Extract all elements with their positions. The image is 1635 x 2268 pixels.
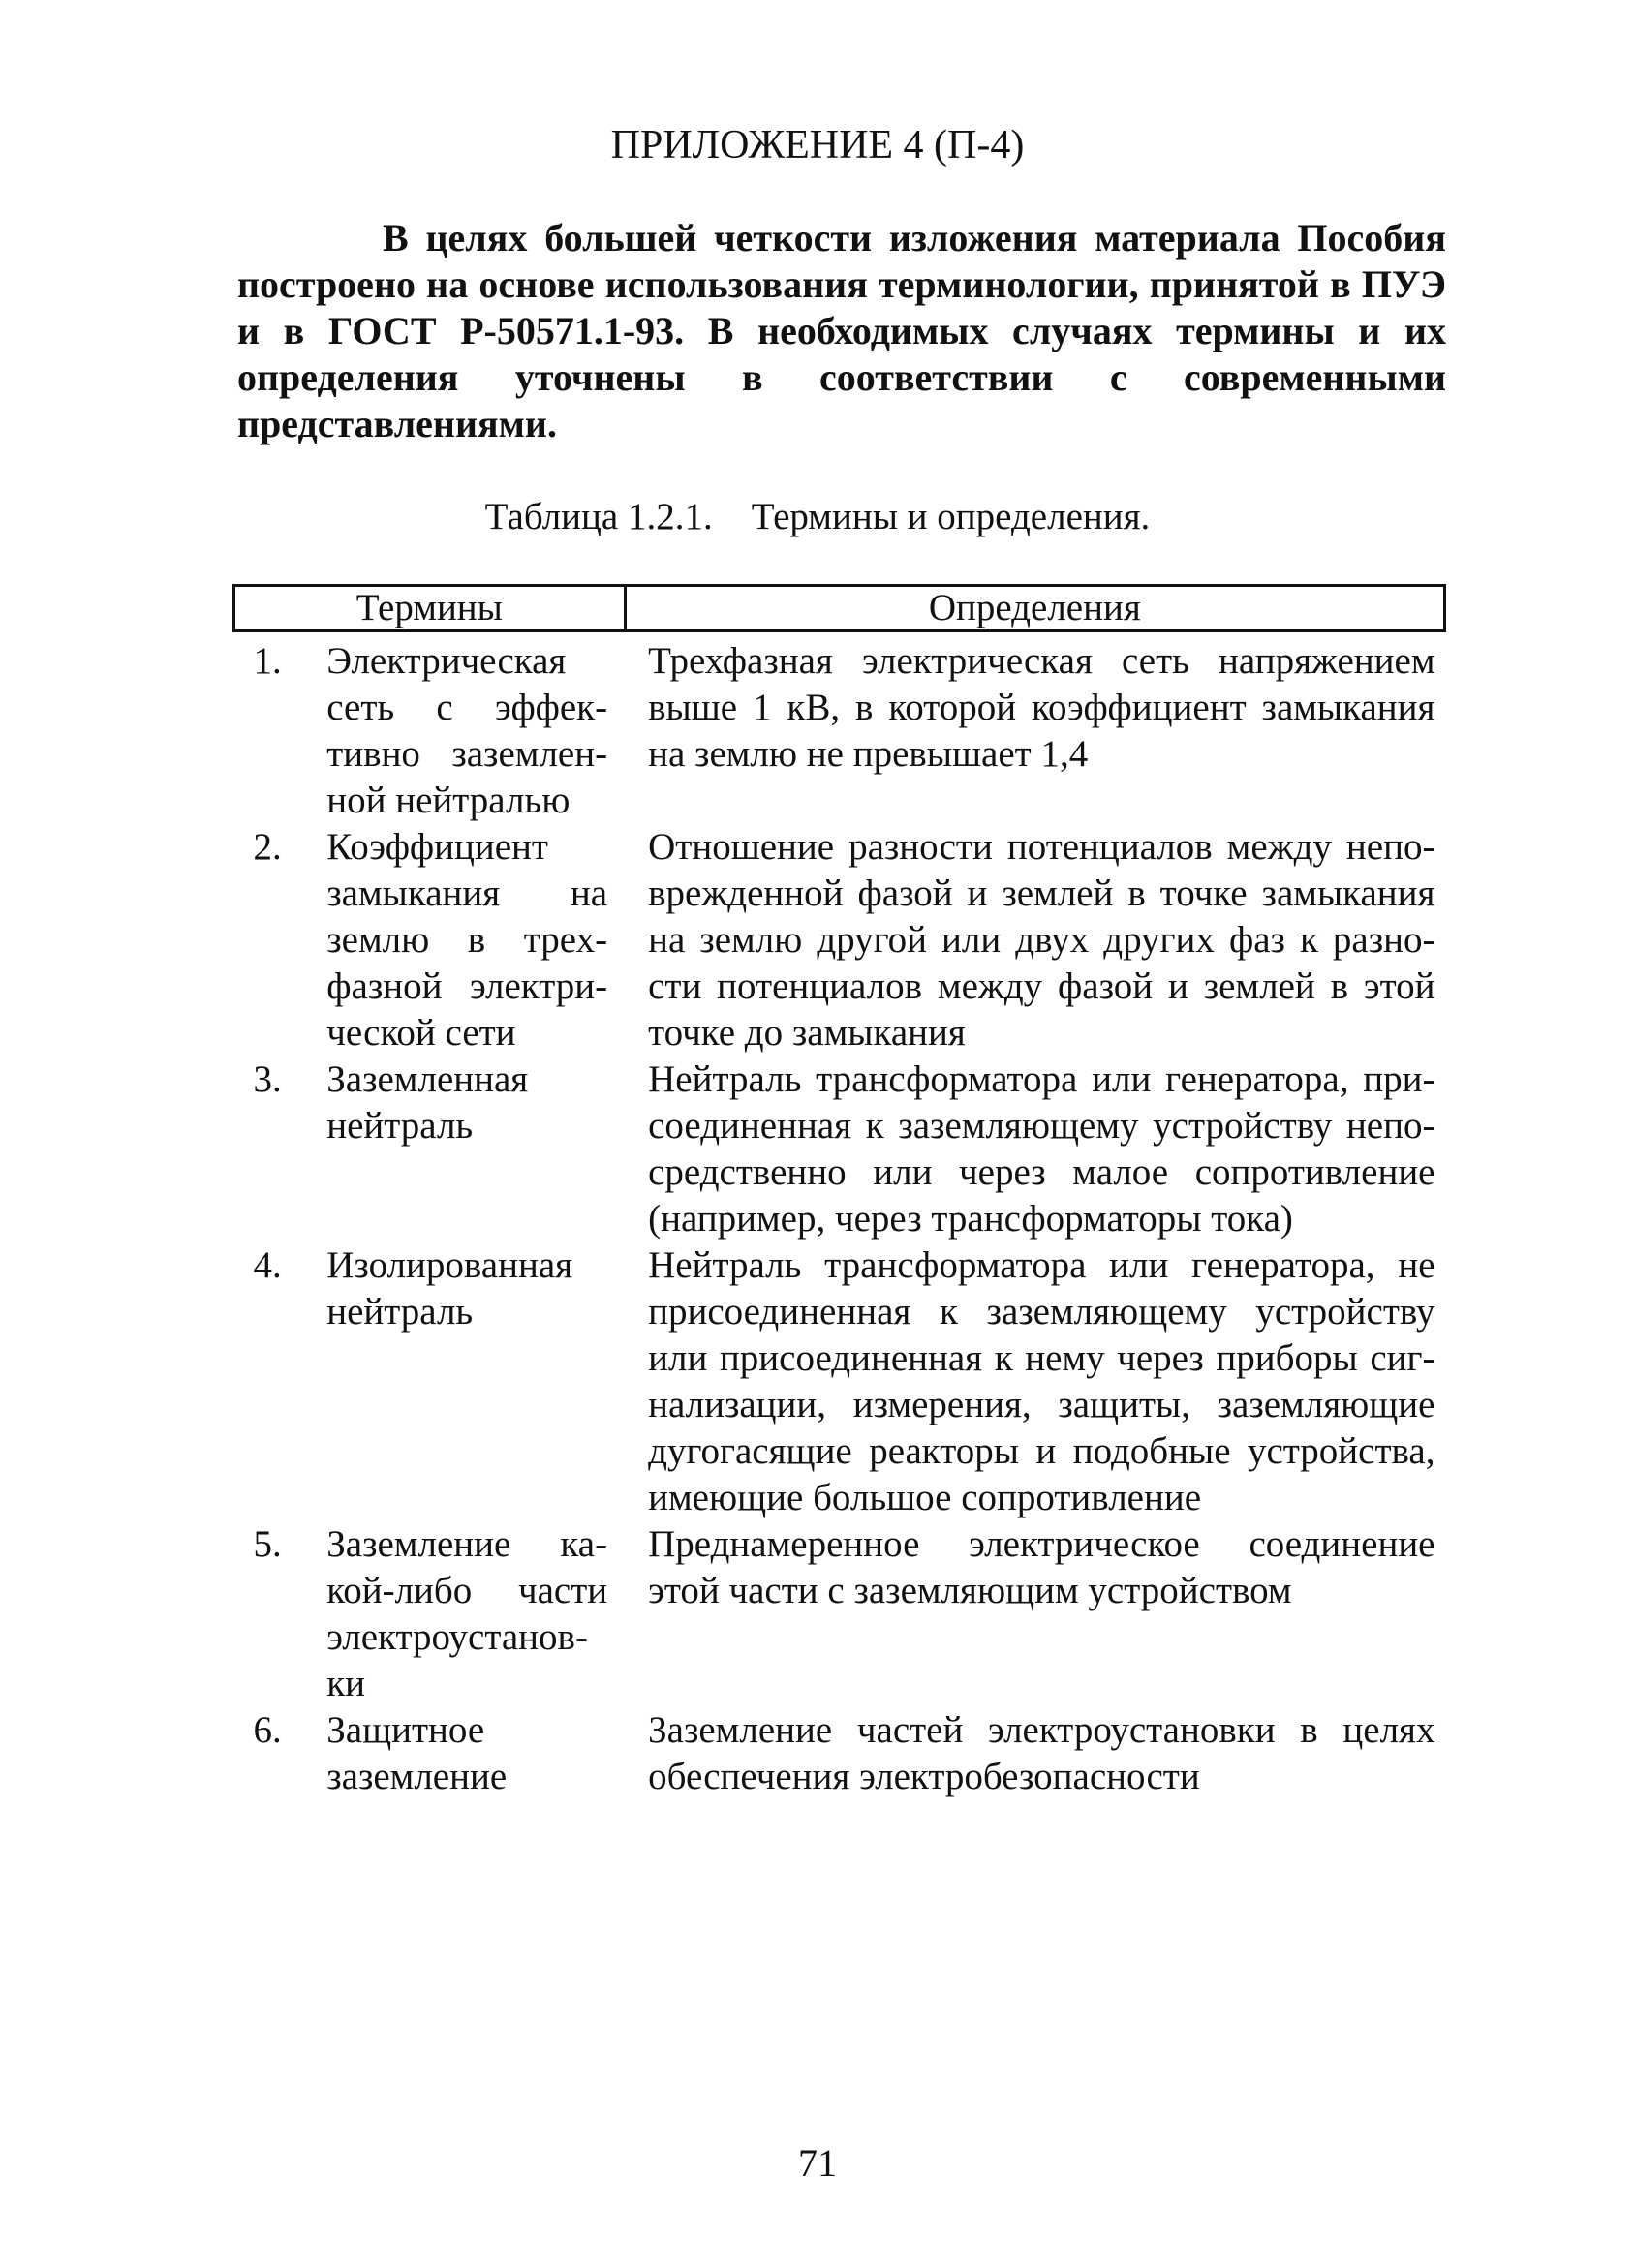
page-number: 71 <box>798 2141 837 2185</box>
table-caption <box>0 494 1635 540</box>
table-row <box>234 1521 1445 1707</box>
row-term: Защитное заземление <box>326 1709 508 1797</box>
table-row <box>234 631 1445 825</box>
table-header-row <box>234 586 1445 631</box>
header-terms: Термины <box>234 586 626 631</box>
row-term: Заземление какой-либо части электроустановки <box>326 1523 608 1704</box>
row-number: 5. <box>253 1523 282 1565</box>
row-definition: Преднамеренное электрическое соединение этой части с заземляющим устройством <box>648 1523 1435 1611</box>
appendix-title: ПРИЛОЖЕНИЕ 4 (П-4) <box>610 123 1025 168</box>
row-number: 3. <box>253 1058 282 1100</box>
table-row <box>234 1242 1445 1521</box>
row-number: 6. <box>253 1709 282 1751</box>
row-term: Коэффициент замыкания на землю в трехфазной электрической сети <box>326 826 608 1054</box>
row-definition: Нейтраль трансформатора или генератора, присоединенная к заземляющему устройству непосредственно или через малое сопротивление (например, через трансформаторы тока) <box>648 1058 1435 1240</box>
row-term: Заземленная нейтраль <box>326 1058 529 1147</box>
table-caption-title: Термины и определения. <box>751 496 1151 537</box>
row-definition: Отношение разности потенциалов между неповрежденной фазой и землей в точке замыкания на землю другой или двух других фаз к разности потенциалов между фазой и землей в этой точке до замыкания <box>648 826 1435 1054</box>
header-definitions: Определения <box>625 586 1444 631</box>
row-definition: Трехфазная электрическая сеть напряжением выше 1 кВ, в которой коэффициент замыкания на землю не превышает 1,4 <box>648 640 1435 775</box>
table-row <box>234 1057 1445 1242</box>
row-definition: Нейтраль трансформатора или генератора, не присоединенная к заземляющему устройству или присоединенная к нему через приборы сигнализации, измерения, защиты, заземляющие дугогасящие реакторы и подобные устройства, имеющие большое сопротивление <box>648 1244 1435 1518</box>
row-term: Электрическая сеть с эффективно заземленной нейтралью <box>326 640 608 821</box>
table-caption-number: Таблица 1.2.1. <box>484 496 713 537</box>
terms-table <box>232 584 1446 1800</box>
row-term: Изолированная нейтраль <box>326 1244 573 1333</box>
row-definition: Заземление частей электроустановки в целях обеспечения электробезопасности <box>648 1709 1435 1797</box>
table-row <box>234 824 1445 1057</box>
table-row <box>234 1707 1445 1800</box>
row-number: 4. <box>253 1244 282 1286</box>
row-number: 2. <box>253 826 282 868</box>
intro-paragraph: В целях большей четкости изложения материала Пособия построено на основе использования терминологии, принятой в ПУЭ и в ГОСТ Р-50571.1-93. В необходимых случаях термины и их определения уточнены в соответствии с современными представлениями. <box>237 216 1446 445</box>
row-number: 1. <box>253 640 282 682</box>
